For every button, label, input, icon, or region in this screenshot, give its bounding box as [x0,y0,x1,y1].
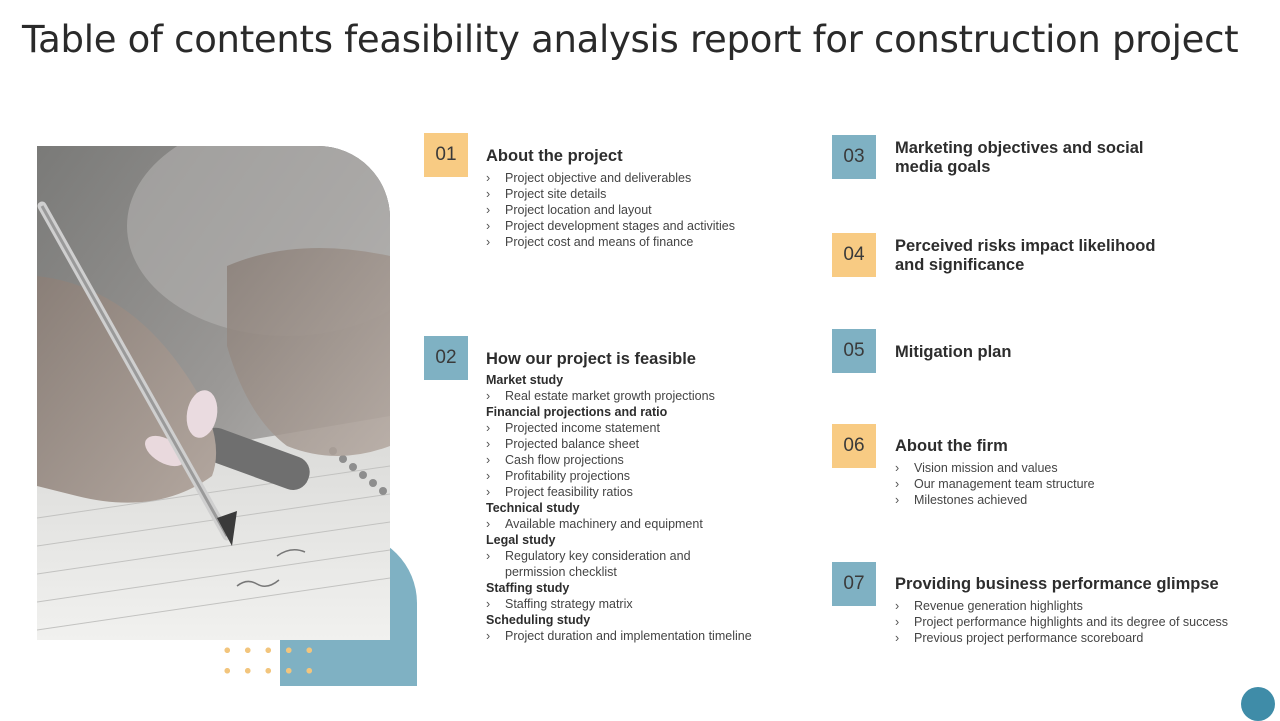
list-item: › Projected balance sheet [486,436,816,452]
list-item: › Project location and layout [486,202,735,218]
section-number-03: 03 [832,135,876,179]
technical-study-label: Technical study [486,501,580,515]
list-item: › Previous project performance scoreboard [895,630,1228,646]
list-item: › Project development stages and activities [486,218,735,234]
section-number-04: 04 [832,233,876,277]
hand-writing-photo [37,146,390,640]
section-number-02: 02 [424,336,468,380]
list-item: › Revenue generation highlights [895,598,1228,614]
heading-line: Marketing objectives and social [895,139,1144,157]
scheduling-study-label: Scheduling study [486,613,591,627]
list-item: › Project performance highlights and its degree of success [895,614,1228,630]
corner-decorative-circle [1241,687,1275,721]
section-number-07: 07 [832,562,876,606]
about-firm-list [895,460,1095,508]
feasibility-study-list [486,372,816,644]
section-number-06: 06 [832,424,876,468]
section-heading-marketing [895,139,1144,177]
section-heading-about-project: About the project [486,147,623,165]
page-title: Table of contents feasibility analysis report for construction project [22,18,1239,61]
section-heading-performance: Providing business performance glimpse [895,575,1219,593]
list-item: › Milestones achieved [895,492,1095,508]
section-heading-mitigation: Mitigation plan [895,343,1012,361]
list-item: › Profitability projections [486,468,816,484]
list-item: › Project cost and means of finance [486,234,735,250]
section-heading-about-firm: About the firm [895,437,1008,455]
list-item: › Staffing strategy matrix [486,596,816,612]
list-item: › Real estate market growth projections [486,388,816,404]
list-item: › Projected income statement [486,420,816,436]
section-heading-feasible: How our project is feasible [486,350,696,368]
list-item: › Cash flow projections [486,452,816,468]
heading-line: Perceived risks impact likelihood [895,237,1156,255]
list-item: › Vision mission and values [895,460,1095,476]
list-item: › Project feasibility ratios [486,484,816,500]
market-study-label: Market study [486,373,564,387]
heading-line: and significance [895,256,1025,274]
list-item: › Available machinery and equipment [486,516,816,532]
heading-line: media goals [895,158,991,176]
list-item: › Project site details [486,186,735,202]
list-item: › Project objective and deliverables [486,170,735,186]
section-heading-risks [895,237,1155,275]
financial-projections-label: Financial projections and ratio [486,405,668,419]
performance-list [895,598,1228,646]
section-number-05: 05 [832,329,876,373]
section-number-01: 01 [424,133,468,177]
legal-study-label: Legal study [486,533,556,547]
about-project-list [486,170,735,250]
list-item: › Regulatory key consideration and permission checklist [486,548,715,580]
decorative-dot-grid [217,640,317,688]
list-item: › Our management team structure [895,476,1095,492]
staffing-study-label: Staffing study [486,581,570,595]
list-item: › Project duration and implementation timeline [486,628,816,644]
